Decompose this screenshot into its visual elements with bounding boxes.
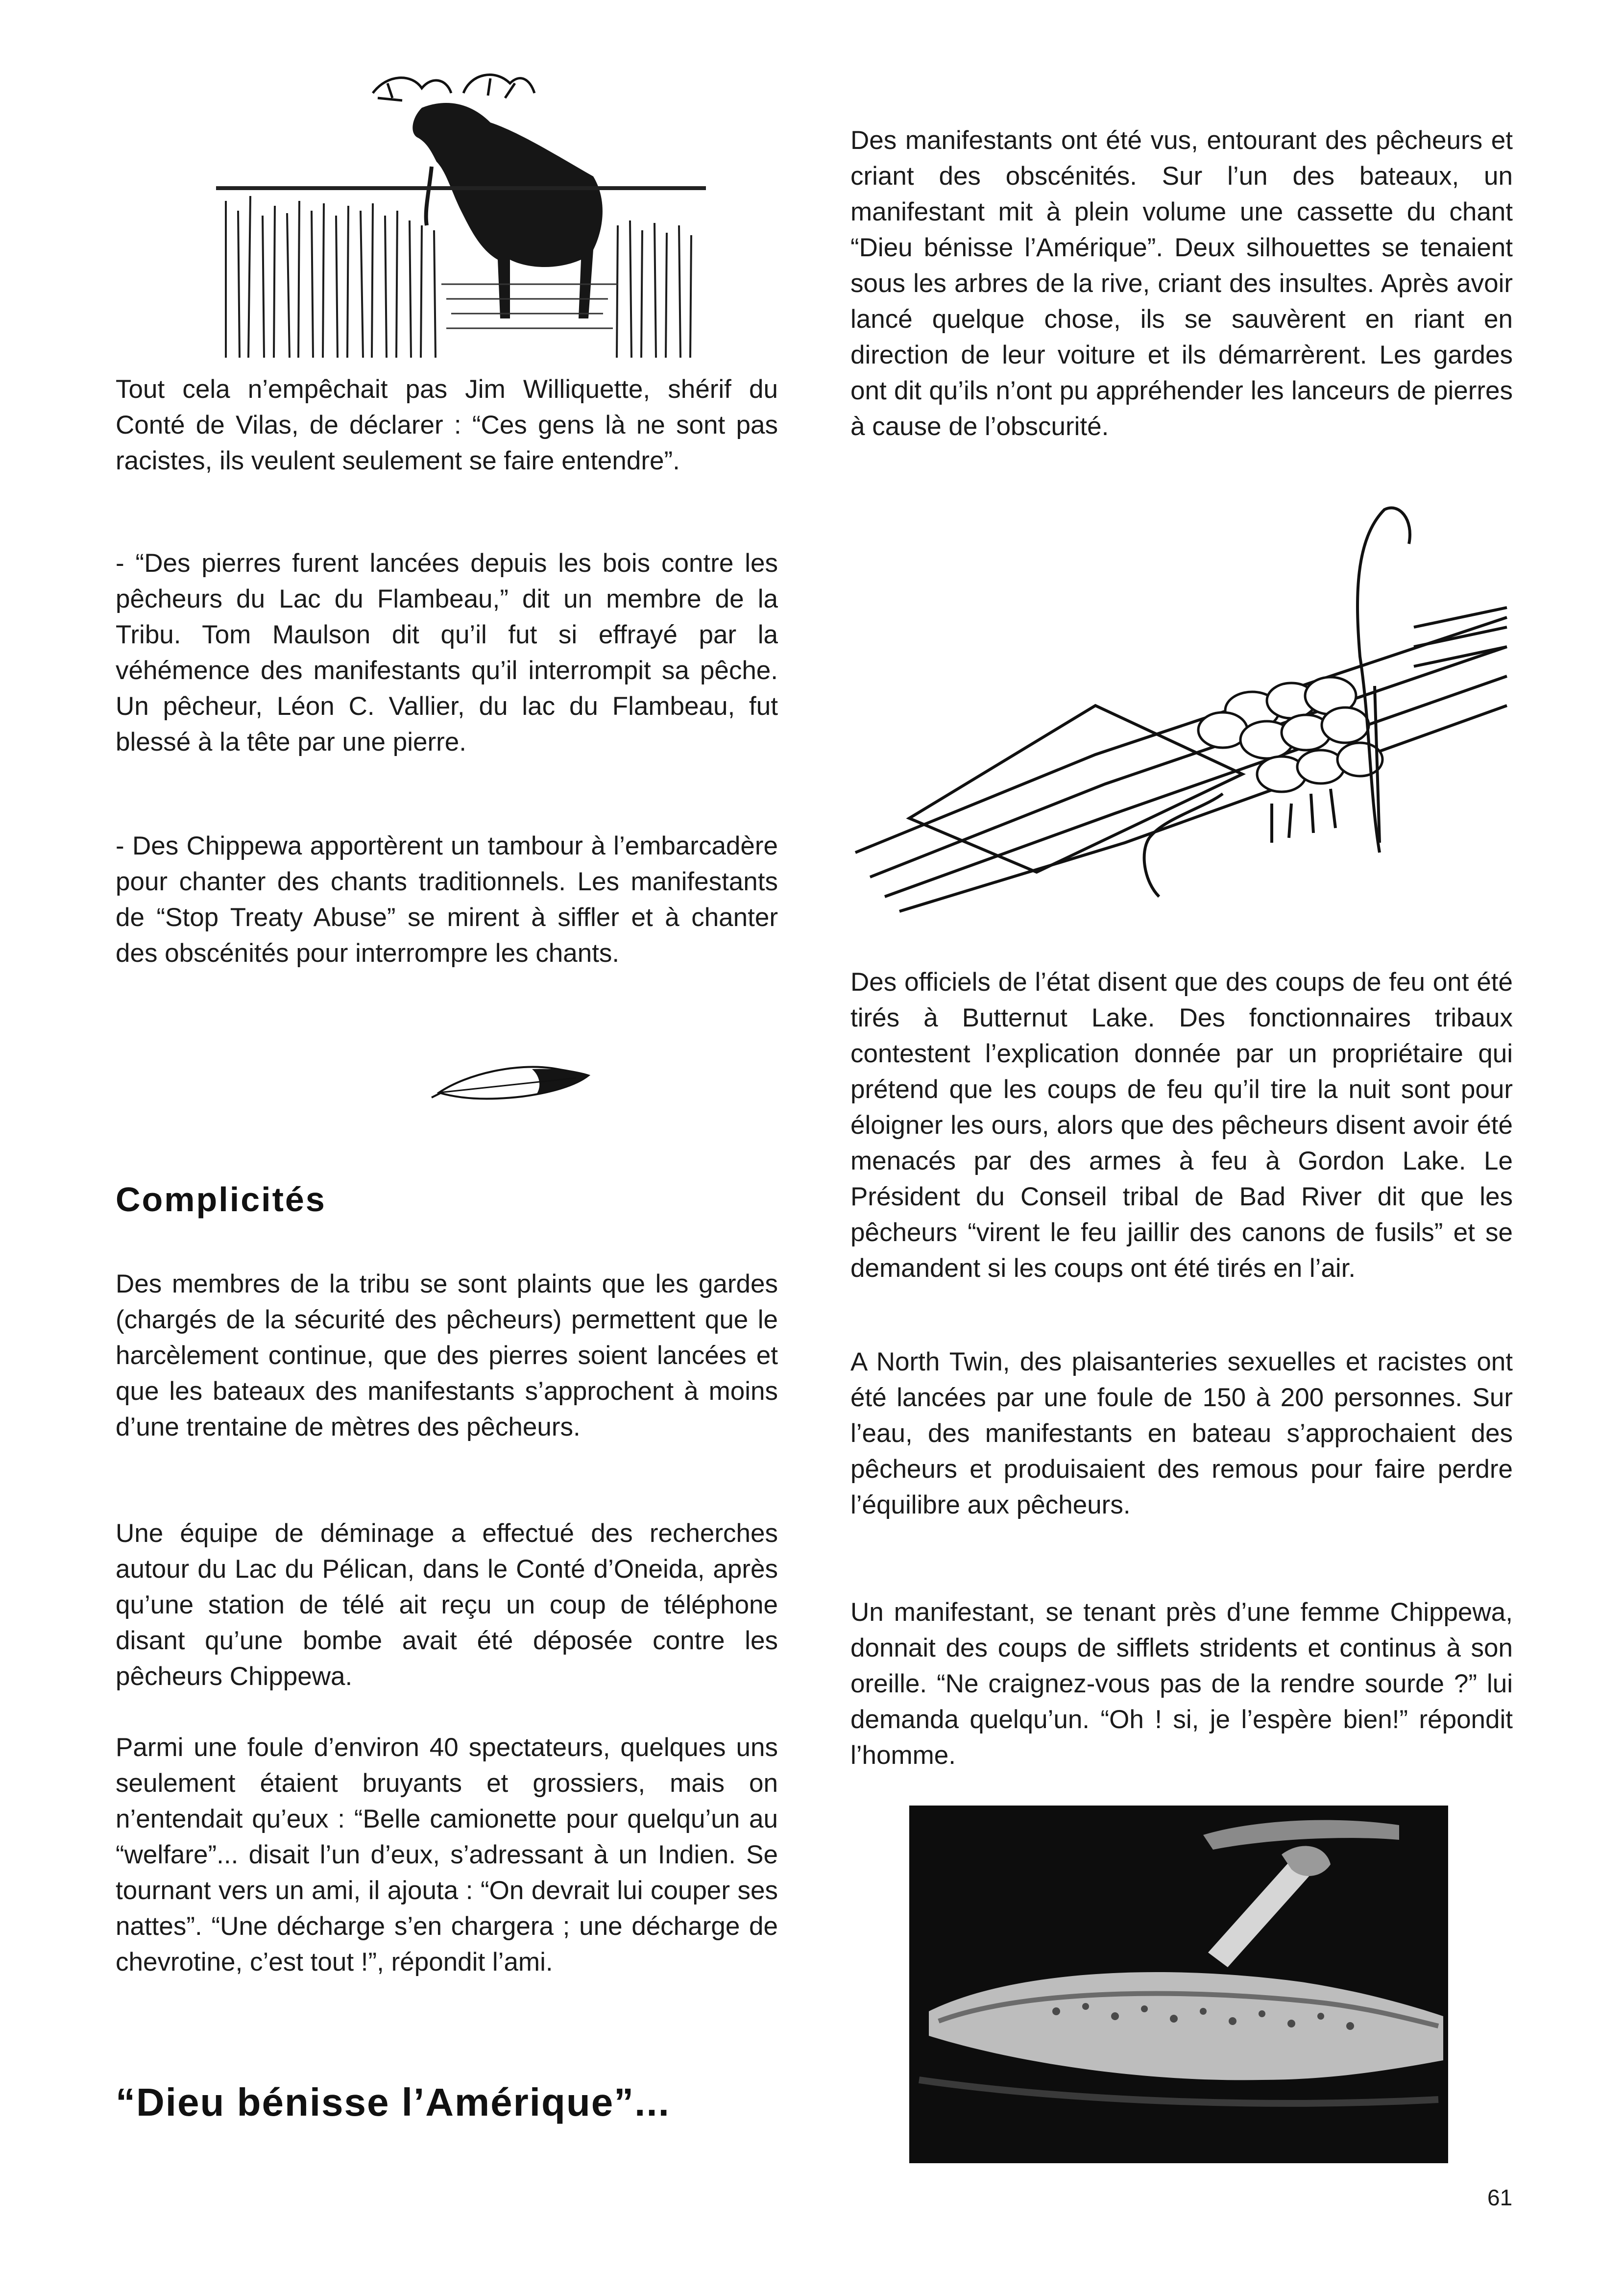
left-paragraph-1: Tout cela n’empêchait pas Jim Williquette, shérif du Conté de Vilas, de déclarer : “Ces gens là ne sont pas racistes, ils veulent seulement se faire entendre”. <box>116 375 778 475</box>
section-heading-dieu-benisse: “Dieu bénisse l’Amérique”... <box>116 2080 670 2124</box>
left-paragraph-3: - Des Chippewa apportèrent un tambour à l’embarcadère pour chanter des chants traditionnels. Les manifestants de “Stop Treaty Abuse” se mirent à siffler et à chanter des obscénités pour interrompre les chants. <box>116 831 778 968</box>
left-section-paragraph-1: Des membres de la tribu se sont plaints que les gardes (chargés de la sécurité des pêcheurs) permettent que le harcèlement continue, que des pierres soient lancées et que les bateaux des manifestants s’approchent à moins d’une trentaine de mètres des pêcheurs. <box>116 1270 778 1441</box>
page-number: 61 <box>1487 2185 1513 2210</box>
fishing-net-illustration <box>850 500 1513 921</box>
right-paragraph-2: Des officiels de l’état disent que des coups de feu ont été tirés à Butternut Lake. Des fonctionnaires tribaux contestent l’explication donnée par un propriétaire qui prétend que les coups de feu qu’il tire la nuit sont pour éloigner les ours, alors que des pêcheurs disent avoir été menacés par des armes à feu à Gordon Lake. Le Président du Conseil tribal de Bad River dit que les pêcheurs “virent le feu jaillir des canons de fusils” et se demandent si les coups ont été tirés en l’air. <box>850 968 1513 1283</box>
moose-illustration <box>216 64 706 367</box>
left-section-paragraph-2: Une équipe de déminage a effectué des recherches autour du Lac du Pélican, dans le Conté d’Oneida, après qu’une station de télé ait reçu un coup de téléphone disant qu’une bombe avait été déposée contre les pêcheurs Chippewa. <box>116 1519 778 1691</box>
fish-photo <box>909 1806 1448 2163</box>
right-paragraph-top: Des manifestants ont été vus, entourant des pêcheurs et criant des obscénités. Sur l’un des bateaux, un manifestant mit à plein volume une cassette du chant “Dieu bénisse l’Amérique”. Deux silhouettes se tenaient sous les arbres de la rive, criant des insultes. Après avoir lancé quelque chose, ils se sauvèrent en riant en direction de leur voiture et ils démarrèrent. Les gardes ont dit qu’ils n’ont pu appréhender les lanceurs de pierres à cause de l’obscurité. <box>850 126 1513 441</box>
section-heading-complicites: Complicités <box>116 1180 326 1219</box>
right-paragraph-3: A North Twin, des plaisanteries sexuelles et racistes ont été lancées par une foule de 150 à 200 personnes. Sur l’eau, des manifestants en bateau s’approchaient des pêcheurs et produisaient des remous pour faire perdre l’équilibre aux pêcheurs. <box>850 1347 1513 1519</box>
left-paragraph-2: - “Des pierres furent lancées depuis les bois contre les pêcheurs du Lac du Flambeau,” dit un membre de la Tribu. Tom Maulson dit qu’il fut si effrayé par la véhémence des manifestants qu’il interrompit sa pêche. Un pêcheur, Léon C. Vallier, du lac du Flambeau, fut blessé à la tête par une pierre. <box>116 549 778 757</box>
left-section-paragraph-3: Parmi une foule d’environ 40 spectateurs, quelques uns seulement étaient bruyants et grossiers, mais on n’entendait qu’eux : “Belle camionette pour quelqu’un au “welfare”... disait l’un d’eux, s’adressant à un Indien. Se tournant vers un ami, il ajouta : “On devrait lui couper ses nattes”. “Une décharge s’en chargera ; une décharge de chevrotine, c’est tout !”, répondit l’ami. <box>116 1733 778 1977</box>
feather-illustration <box>429 1058 591 1105</box>
right-paragraph-4: Un manifestant, se tenant près d’une femme Chippewa, donnait des coups de sifflets stridents et continus à son oreille. “Ne craignez-vous pas de la rendre sourde ?” lui demanda quelqu’un. “Oh ! si, je l’espère bien!” répondit l’homme. <box>850 1598 1513 1770</box>
